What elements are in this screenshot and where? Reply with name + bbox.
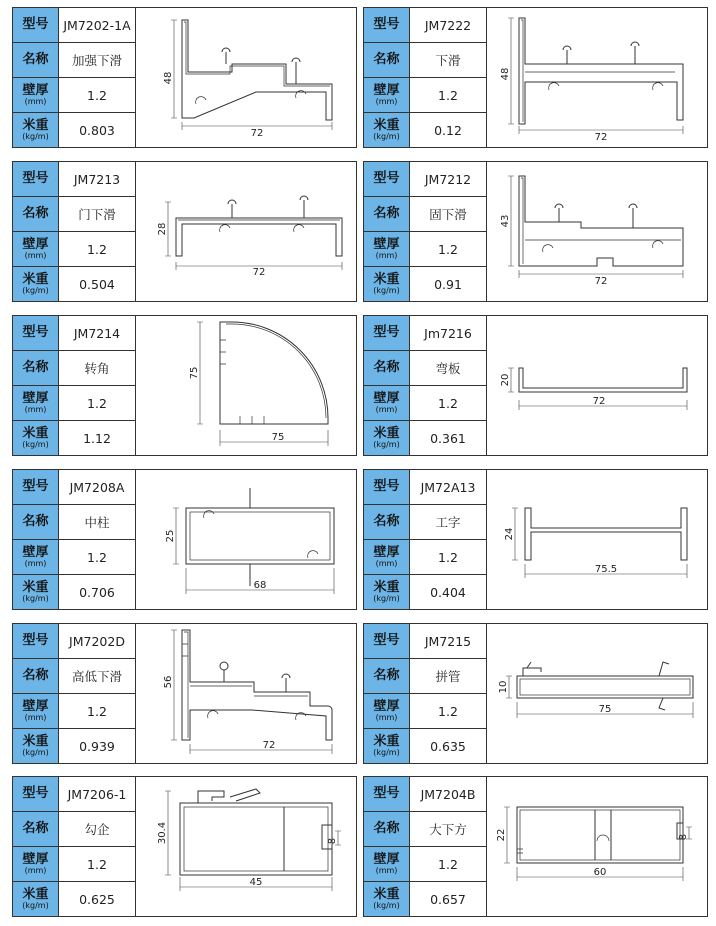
height-dim: 30.4 <box>157 821 168 845</box>
height-dim: 43 <box>500 214 511 228</box>
name-value: 转角 <box>84 361 110 376</box>
weight-value: 0.91 <box>434 276 462 292</box>
profile-card-jm7216 <box>363 315 708 456</box>
weight-value: 0.404 <box>430 584 466 600</box>
spec-table <box>13 8 135 147</box>
width-dim: 75.5 <box>594 564 618 575</box>
height-dim: 48 <box>500 67 511 81</box>
model-value: Jm7216 <box>424 325 472 341</box>
profile-card-jm7202d <box>12 623 357 764</box>
thickness-label <box>364 386 410 420</box>
weight-label-text: 米重 <box>22 425 49 441</box>
weight-value: 0.12 <box>434 122 462 138</box>
model-value: JM7215 <box>424 633 472 649</box>
spec-table <box>364 316 486 455</box>
profile-drawing <box>487 8 707 147</box>
model-value: JM72A13 <box>420 479 476 495</box>
profile-card-jm7222 <box>363 7 708 148</box>
profile-drawing <box>487 777 707 916</box>
thickness-label <box>364 694 410 728</box>
height-dim: 25 <box>165 529 176 543</box>
weight-label <box>364 882 410 916</box>
model-value: JM7208A <box>69 479 125 495</box>
name-label: 名称 <box>364 659 410 693</box>
weight-value: 0.625 <box>79 891 115 907</box>
weight-label <box>13 267 59 301</box>
weight-label <box>364 729 410 763</box>
model-value: JM7212 <box>424 171 472 187</box>
model-label: 型号 <box>364 8 410 42</box>
thickness-label-text: 壁厚 <box>373 544 400 560</box>
weight-unit: (kg/m) <box>373 747 400 757</box>
profile-drawing <box>487 624 707 763</box>
model-value: JM7204B <box>420 786 476 802</box>
model-value: JM7213 <box>73 171 121 187</box>
width-dim: 72 <box>250 128 264 139</box>
thickness-label <box>364 78 410 112</box>
weight-label <box>13 113 59 147</box>
name-value: 拼管 <box>435 669 461 684</box>
spec-table <box>13 624 135 763</box>
model-label: 型号 <box>13 777 59 811</box>
weight-label <box>364 421 410 455</box>
model-label: 型号 <box>364 777 410 811</box>
profile-drawing <box>136 8 356 147</box>
width-dim: 72 <box>262 740 276 751</box>
height-dim: 20 <box>500 373 511 387</box>
width-dim: 75 <box>598 704 612 715</box>
thickness-value: 1.2 <box>438 395 458 411</box>
thickness-unit: (mm) <box>24 250 47 260</box>
thickness-value: 1.2 <box>438 549 458 565</box>
weight-label <box>13 575 59 609</box>
thickness-label-text: 壁厚 <box>373 82 400 98</box>
model-label: 型号 <box>13 316 59 350</box>
profile-drawing <box>487 162 707 301</box>
weight-label <box>13 729 59 763</box>
name-value: 勾企 <box>84 822 110 837</box>
thickness-label-text: 壁厚 <box>22 236 49 252</box>
thickness-label <box>13 694 59 728</box>
thickness-value: 1.2 <box>87 549 107 565</box>
weight-label <box>364 267 410 301</box>
name-label: 名称 <box>364 812 410 846</box>
thickness-label <box>13 540 59 574</box>
weight-value: 0.635 <box>430 738 466 754</box>
profile-card-jm7214 <box>12 315 357 456</box>
thickness-label <box>364 232 410 266</box>
weight-label-text: 米重 <box>22 886 49 902</box>
lip-dim: 8 <box>678 833 689 841</box>
thickness-value: 1.2 <box>87 703 107 719</box>
model-label: 型号 <box>13 162 59 196</box>
height-dim: 10 <box>498 680 509 694</box>
profile-card-jm7208a <box>12 469 357 610</box>
profile-card-jm7206-1 <box>12 776 357 917</box>
thickness-unit: (mm) <box>24 96 47 106</box>
width-dim: 68 <box>253 580 267 591</box>
model-value: JM7202-1A <box>63 17 131 33</box>
thickness-unit: (mm) <box>375 712 398 722</box>
spec-table <box>13 470 135 609</box>
thickness-label-text: 壁厚 <box>373 236 400 252</box>
weight-value: 0.657 <box>430 891 466 907</box>
thickness-value: 1.2 <box>438 703 458 719</box>
weight-label <box>13 421 59 455</box>
spec-table <box>364 8 486 147</box>
thickness-label-text: 壁厚 <box>373 390 400 406</box>
weight-label-text: 米重 <box>373 733 400 749</box>
thickness-unit: (mm) <box>24 865 47 875</box>
weight-value: 0.504 <box>79 276 115 292</box>
thickness-value: 1.2 <box>87 395 107 411</box>
weight-unit: (kg/m) <box>22 439 49 449</box>
weight-label-text: 米重 <box>373 579 400 595</box>
thickness-label <box>364 540 410 574</box>
height-dim: 22 <box>496 828 507 842</box>
width-dim: 72 <box>252 267 266 278</box>
thickness-unit: (mm) <box>375 404 398 414</box>
thickness-label-text: 壁厚 <box>373 851 400 867</box>
weight-unit: (kg/m) <box>373 285 400 295</box>
weight-label <box>364 575 410 609</box>
width-dim: 45 <box>249 877 263 888</box>
name-value: 中柱 <box>84 515 110 530</box>
name-value: 高低下滑 <box>71 669 122 684</box>
name-label: 名称 <box>13 812 59 846</box>
height-dim: 24 <box>504 527 515 541</box>
thickness-unit: (mm) <box>24 558 47 568</box>
weight-unit: (kg/m) <box>22 900 49 910</box>
model-value: JM7202D <box>69 633 125 649</box>
thickness-unit: (mm) <box>24 404 47 414</box>
profile-drawing <box>136 316 356 455</box>
profile-drawing <box>136 470 356 609</box>
name-label: 名称 <box>364 505 410 539</box>
weight-label-text: 米重 <box>373 886 400 902</box>
name-value: 加强下滑 <box>71 53 122 68</box>
lip-dim: 8 <box>327 837 338 845</box>
name-value: 固下滑 <box>429 207 467 222</box>
profile-card-jm7202-1a <box>12 7 357 148</box>
weight-unit: (kg/m) <box>373 131 400 141</box>
weight-label-text: 米重 <box>22 271 49 287</box>
thickness-label <box>13 847 59 881</box>
spec-table <box>13 777 135 916</box>
model-label: 型号 <box>13 470 59 504</box>
width-dim: 60 <box>593 867 607 878</box>
spec-table <box>364 162 486 301</box>
model-label: 型号 <box>13 8 59 42</box>
name-value: 工字 <box>435 515 461 530</box>
thickness-label-text: 壁厚 <box>22 851 49 867</box>
width-dim: 72 <box>594 132 608 143</box>
thickness-value: 1.2 <box>438 856 458 872</box>
thickness-label <box>364 847 410 881</box>
profile-drawing <box>487 316 707 455</box>
model-label: 型号 <box>364 316 410 350</box>
height-dim: 28 <box>157 222 168 236</box>
weight-value: 0.706 <box>79 584 115 600</box>
weight-value: 0.939 <box>79 738 115 754</box>
thickness-value: 1.2 <box>87 856 107 872</box>
name-label: 名称 <box>13 659 59 693</box>
weight-unit: (kg/m) <box>373 593 400 603</box>
thickness-label <box>13 232 59 266</box>
profile-drawing <box>136 162 356 301</box>
weight-value: 1.12 <box>83 430 111 446</box>
name-value: 弯板 <box>435 361 461 376</box>
height-dim: 56 <box>163 675 174 689</box>
name-label: 名称 <box>13 43 59 77</box>
profile-card-jm7215 <box>363 623 708 764</box>
weight-unit: (kg/m) <box>373 900 400 910</box>
weight-label <box>13 882 59 916</box>
profile-drawing <box>136 777 356 916</box>
profile-drawing <box>136 624 356 763</box>
width-dim: 75 <box>271 432 285 443</box>
name-label: 名称 <box>13 351 59 385</box>
weight-unit: (kg/m) <box>22 131 49 141</box>
thickness-unit: (mm) <box>375 558 398 568</box>
thickness-label-text: 壁厚 <box>22 698 49 714</box>
model-label: 型号 <box>13 624 59 658</box>
profile-card-jm72a13 <box>363 469 708 610</box>
model-label: 型号 <box>364 470 410 504</box>
name-label: 名称 <box>364 43 410 77</box>
name-value: 门下滑 <box>78 207 116 222</box>
thickness-label <box>13 78 59 112</box>
weight-label-text: 米重 <box>373 425 400 441</box>
thickness-value: 1.2 <box>438 241 458 257</box>
model-label: 型号 <box>364 624 410 658</box>
weight-label-text: 米重 <box>22 117 49 133</box>
height-dim: 75 <box>189 366 200 380</box>
name-label: 名称 <box>13 197 59 231</box>
thickness-label-text: 壁厚 <box>22 82 49 98</box>
profile-drawing <box>487 470 707 609</box>
thickness-value: 1.2 <box>87 241 107 257</box>
height-dim: 48 <box>163 71 174 85</box>
name-value: 下滑 <box>435 53 461 68</box>
spec-table <box>364 624 486 763</box>
name-label: 名称 <box>364 197 410 231</box>
model-label: 型号 <box>364 162 410 196</box>
width-dim: 72 <box>594 276 608 287</box>
thickness-label-text: 壁厚 <box>373 698 400 714</box>
thickness-unit: (mm) <box>24 712 47 722</box>
name-label: 名称 <box>13 505 59 539</box>
model-value: JM7214 <box>73 325 121 341</box>
weight-value: 0.803 <box>79 122 115 138</box>
weight-unit: (kg/m) <box>22 285 49 295</box>
model-value: JM7206-1 <box>67 786 127 802</box>
weight-label <box>364 113 410 147</box>
weight-label-text: 米重 <box>22 733 49 749</box>
thickness-unit: (mm) <box>375 96 398 106</box>
name-value: 大下方 <box>429 822 467 837</box>
weight-unit: (kg/m) <box>373 439 400 449</box>
weight-unit: (kg/m) <box>22 593 49 603</box>
thickness-label <box>13 386 59 420</box>
thickness-label-text: 壁厚 <box>22 544 49 560</box>
spec-table <box>364 470 486 609</box>
weight-label-text: 米重 <box>373 117 400 133</box>
thickness-value: 1.2 <box>438 87 458 103</box>
thickness-unit: (mm) <box>375 250 398 260</box>
width-dim: 72 <box>592 396 606 407</box>
spec-table <box>13 316 135 455</box>
weight-label-text: 米重 <box>22 579 49 595</box>
thickness-unit: (mm) <box>375 865 398 875</box>
weight-label-text: 米重 <box>373 271 400 287</box>
spec-table <box>364 777 486 916</box>
weight-unit: (kg/m) <box>22 747 49 757</box>
weight-value: 0.361 <box>430 430 466 446</box>
name-label: 名称 <box>364 351 410 385</box>
profile-card-jm7212 <box>363 161 708 302</box>
profile-card-jm7213 <box>12 161 357 302</box>
profile-card-jm7204b <box>363 776 708 917</box>
model-value: JM7222 <box>424 17 472 33</box>
spec-table <box>13 162 135 301</box>
thickness-label-text: 壁厚 <box>22 390 49 406</box>
thickness-value: 1.2 <box>87 87 107 103</box>
